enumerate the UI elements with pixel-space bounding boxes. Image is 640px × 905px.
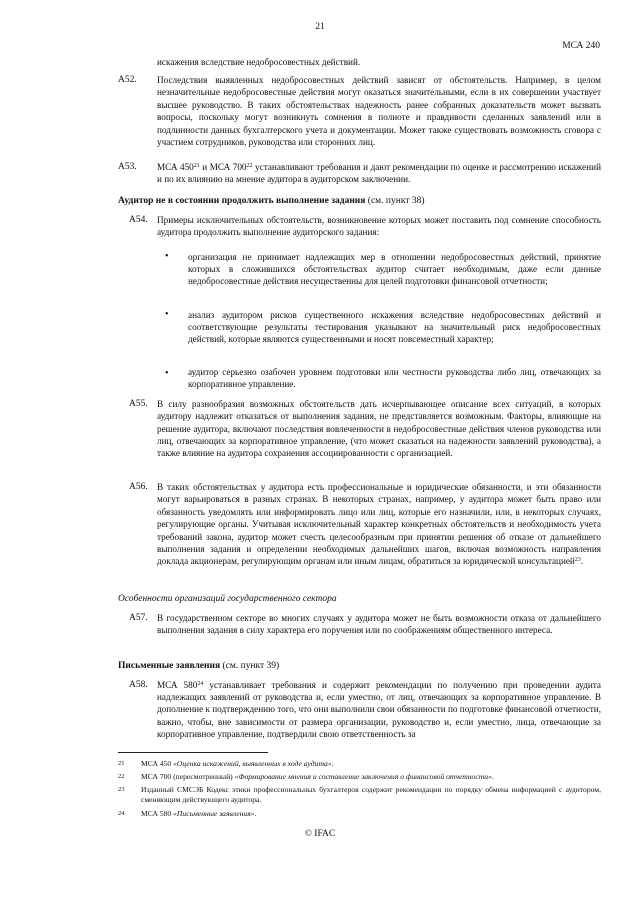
footnote-ref-23[interactable]: 23: [574, 557, 581, 564]
footnote-23: [141, 785, 601, 805]
a58-text-2: устанавливает требования и содержит рекомендации по получению при проведении аудита надлежащих заявлений от руководства и, если уместно, от лиц, отвечающих за корпоративное управление. В дополнение к подтверждению того, что они выполнили свои обязанности по подготовке финансовой отчетности, важно, чтобы, вне зависимости от размера организации, руководство и, если уместно, лица, отвечающие за корпоративное управление, подтвердили свою ответственность за: [157, 680, 601, 739]
footnote-number: 21: [118, 760, 125, 767]
footnote-separator: [118, 752, 268, 753]
footnote-number: 24: [118, 810, 125, 817]
heading-reference: (см. пункт 38): [365, 196, 425, 206]
footnote-title: «Письменные заявления»: [173, 809, 255, 818]
a58-text-1: МСА 580: [157, 680, 198, 690]
footnote-text: МСА 580: [141, 809, 174, 818]
footnote-text: Изданный СМСЭБ Кодекс этики профессиональных бухгалтеров содержит рекомендации по порядку обмена информацией с аудитором, сменяющим действующего аудитора.: [141, 785, 601, 804]
standard-code: МСА 240: [562, 41, 600, 51]
a56-end: .: [580, 556, 584, 567]
bullet-marker: •: [165, 368, 169, 379]
a53-text-3: устанавливают требования и дают рекомендации по оценке и рассмотрению искажений и по их влиянию на мнение аудитора в аудиторском заключении.: [157, 162, 601, 185]
section-heading-public-sector: Особенности организаций государственного сектора: [118, 594, 337, 604]
footnote-22: [141, 772, 601, 782]
footnote-number: 23: [118, 786, 125, 793]
continuation-text: искажения вследствие недобросовестных действий.: [157, 57, 361, 67]
bullet-item: организация не принимает надлежащих мер в отношении недобросовестных действий, принятие которых в сложившихся обстоятельствах аудитор считает необходимым, даже если данные недобросовестные действия несущественны для целей подготовки финансовой отчетности;: [188, 252, 601, 287]
paragraph-label-a52: A52.: [118, 75, 137, 85]
footnote-end: .: [331, 759, 334, 768]
footnote-ref-21[interactable]: 21: [193, 163, 200, 169]
footnote-text: МСА 700 (пересмотренный): [141, 772, 235, 781]
footnote-ref-24[interactable]: 24: [197, 681, 204, 687]
bullet-item: анализ аудитором рисков существенного искажения вследствие недобросовестных действий и соответствующие результаты тестирования указывают на значительный риск недобросовестных действий, которые являются существенными и носят повсеместный характер;: [188, 310, 601, 345]
paragraph-label-a57: A57.: [129, 613, 148, 623]
paragraph-a52: Последствия выявленных недобросовестных действий зависят от обстоятельств. Например, в целом незначительные недобросовестные действия могут оказаться значительными, если в их совершении участвует высшее руководство. В таких обстоятельствах надежность ранее собранных доказательств может вызвать вопросы, поскольку могут возникнуть сомнения в полноте и правдивости сделанных заявлений или в подлинности данных бухгалтерского учета и документации. Может также существовать возможность сговора с участием сотрудников, руководства или сторонних лиц.: [157, 75, 601, 148]
a53-text-1: МСА 450: [157, 162, 194, 172]
paragraph-label-a56: A56.: [129, 482, 148, 492]
paragraph-a57: В государственном секторе во многих случаях у аудитора может не быть возможности отказа от дальнейшего выполнения задания в силу характера его поручения или по соображениям общественного интереса.: [157, 613, 601, 636]
footnote-end: .: [491, 772, 494, 781]
paragraph-a54: Примеры исключительных обстоятельств, возникновение которых может поставить под сомнение способность аудитора продолжить выполнение аудиторского задания:: [157, 215, 601, 238]
bullet-marker: •: [165, 309, 169, 320]
paragraph-a56: [157, 481, 601, 568]
paragraph-label-a55: A55.: [129, 399, 148, 409]
a53-text-2: и МСА 700: [199, 162, 247, 172]
footnote-number: 22: [118, 773, 125, 780]
bullet-item: аудитор серьезно озабочен уровнем подготовки или честности руководства либо лиц, отвечающих за корпоративное управление.: [188, 367, 601, 390]
heading-bold-text: Аудитор не в состоянии продолжить выполнение задания: [118, 196, 366, 206]
bullet-marker: •: [165, 251, 169, 262]
paragraph-a53: [157, 161, 601, 185]
page-number: 21: [315, 22, 325, 32]
paragraph-label-a58: A58.: [129, 680, 148, 690]
section-heading-cannot-continue: [118, 195, 425, 207]
copyright-footer: © IFAC: [304, 829, 336, 839]
heading-bold-text: Письменные заявления: [118, 661, 221, 671]
section-heading-written-representations: [118, 660, 279, 672]
heading-reference: (см. пункт 39): [220, 661, 280, 671]
paragraph-label-a53: A53.: [118, 162, 137, 172]
footnote-text: МСА 450: [141, 759, 174, 768]
paragraph-a55: В силу разнообразия возможных обстоятельств дать исчерпывающее описание всех ситуаций, в которых аудитору надлежит отказаться от выполнения задания, не представляется возможным. Факторы, влияющие на решение аудитора, включают последствия вовлеченности в недобросовестные действия членов руководства или лиц, отвечающих за корпоративное управление, (что может сказаться на надежности заявлений руководства), а также влияние на аудитора сохранения ассоциированности с организацией.: [157, 399, 601, 459]
footnote-ref-22[interactable]: 22: [246, 163, 253, 169]
footnote-end: .: [254, 809, 257, 818]
footnote-24: [141, 809, 601, 819]
footnote-21: [141, 759, 601, 769]
footnote-title: «Оценка искажений, выявленных в ходе аудита»: [173, 759, 332, 768]
footnote-title: «Формирование мнения и составление заключения о финансовой отчетности»: [234, 772, 492, 781]
a56-text: В таких обстоятельствах у аудитора есть профессиональные и юридические обязанности, и эти обязанности могут варьироваться в разных странах. В некоторых странах, например, у аудитора может быть право или обязанность уведомлять или информировать лицо или лиц, которые его назначили, или, в некоторых случаях, регулирующие органы. Учитывая исключительный характер конкретных обстоятельств и необходимость учета требований закона, аудитор может счесть целесообразным при принятии решения об отказе от дальнейшего выполнения задания и определении необходимых дальнейших шагов, включая возможность направления доклада акционерам, регулирующим органам или иным лицам, обратиться за юридической консультацией: [157, 482, 601, 567]
paragraph-label-a54: A54.: [129, 215, 148, 225]
paragraph-a58: [157, 679, 601, 740]
